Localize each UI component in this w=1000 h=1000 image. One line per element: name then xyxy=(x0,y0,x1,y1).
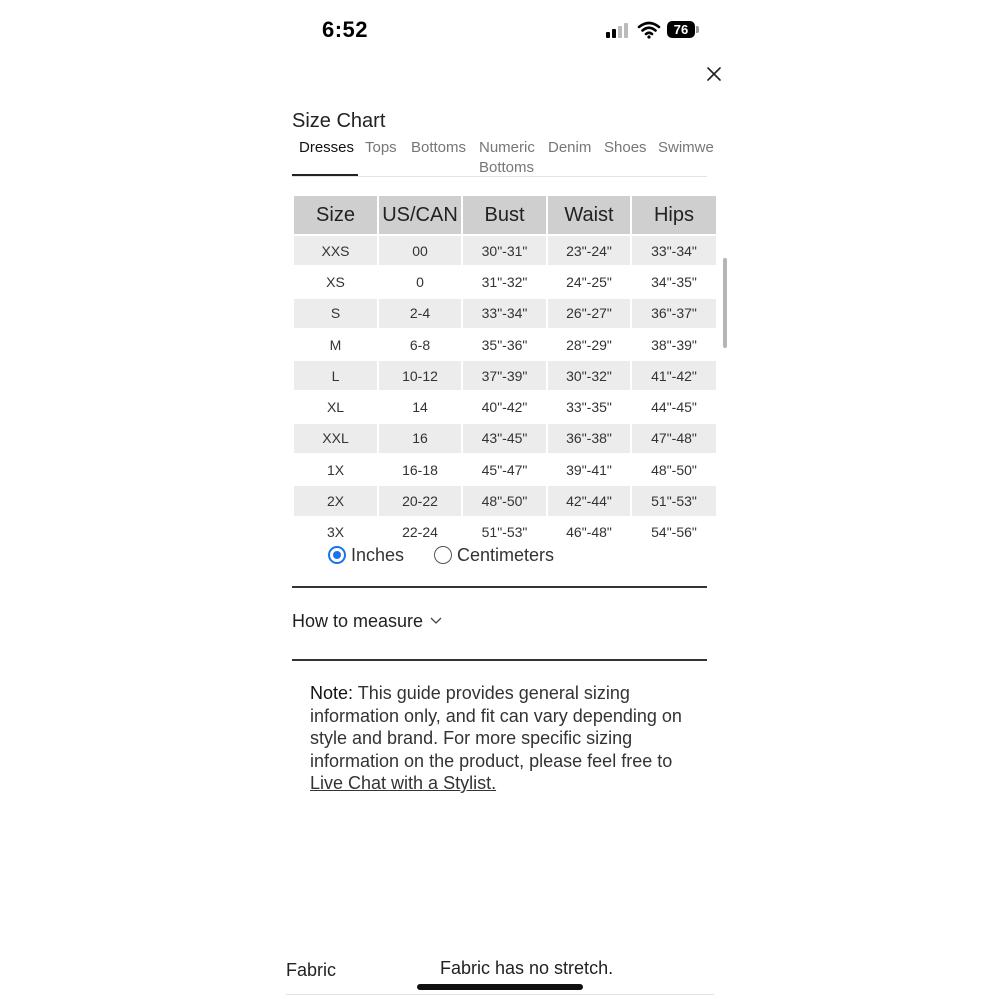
table-cell: XS xyxy=(326,273,345,290)
table-cell: 41"-42" xyxy=(632,361,716,390)
battery-cap xyxy=(696,26,699,33)
table-row xyxy=(294,236,716,265)
table-row xyxy=(294,267,716,296)
table-cell: 48"-50" xyxy=(651,461,697,478)
table-cell: 00 xyxy=(379,236,461,265)
note-text: This guide provides general sizing information only, and fit can vary depending on style and brand. For more specific sizing information on the product, please feel free to xyxy=(310,683,682,771)
divider xyxy=(292,659,707,661)
table-cell: 3X xyxy=(326,524,345,541)
tab-denim[interactable]: Denim xyxy=(548,139,592,156)
table-cell: 26"-27" xyxy=(548,299,630,328)
table-cell: 38"-39" xyxy=(651,336,697,353)
table-cell: 31"-32" xyxy=(481,273,528,290)
table-cell: 2X xyxy=(294,486,377,515)
column-header-waist: Waist xyxy=(548,196,630,234)
column-header-hips: Hips xyxy=(632,196,716,234)
note-prefix: Note: xyxy=(310,683,354,703)
table-cell: 44"-45" xyxy=(651,399,697,416)
table-cell: XXL xyxy=(294,424,377,453)
table-cell: 1X xyxy=(326,461,345,478)
table-cell: 51"-53" xyxy=(632,486,716,515)
table-cell: 24"-25" xyxy=(566,273,612,290)
live-chat-link[interactable]: Live Chat with a Stylist. xyxy=(310,773,497,793)
fabric-label: Fabric xyxy=(286,960,337,980)
table-cell: 22-24 xyxy=(402,524,438,541)
divider xyxy=(286,994,714,995)
table-cell: 45"-47" xyxy=(481,461,528,478)
table-cell: 33"-34" xyxy=(463,299,546,328)
centimeters-radio[interactable] xyxy=(434,546,452,564)
chevron-down-icon[interactable] xyxy=(430,617,442,625)
table-cell: 2-4 xyxy=(379,299,461,328)
inches-label[interactable]: Inches xyxy=(351,545,405,565)
table-cell: L xyxy=(294,361,377,390)
table-cell: 46"-48" xyxy=(566,524,612,541)
wifi-icon xyxy=(638,21,660,39)
centimeters-label[interactable]: Centimeters xyxy=(457,545,555,565)
table-row xyxy=(294,518,716,547)
table-cell: S xyxy=(294,299,377,328)
table-cell: 47"-48" xyxy=(632,424,716,453)
table-cell: 33"-34" xyxy=(632,236,716,265)
column-header-bust: Bust xyxy=(463,196,546,234)
tab-tops[interactable]: Tops xyxy=(365,139,397,156)
table-row xyxy=(294,361,716,390)
table-cell: 51"-53" xyxy=(481,524,528,541)
table-row xyxy=(294,330,716,359)
column-header-us-can: US/CAN xyxy=(379,196,461,234)
inches-radio[interactable] xyxy=(328,546,346,564)
table-cell: 6-8 xyxy=(409,336,431,353)
table-cell: 16-18 xyxy=(402,461,438,478)
table-cell: 30"-32" xyxy=(548,361,630,390)
status-time: 6:52 xyxy=(322,17,369,42)
table-row xyxy=(294,486,716,515)
table-cell: M xyxy=(329,336,342,353)
table-cell: 0 xyxy=(416,273,424,290)
table-cell: 16 xyxy=(379,424,461,453)
table-cell: 39"-41" xyxy=(566,461,612,478)
table-cell: 30"-31" xyxy=(463,236,546,265)
table-cell: 14 xyxy=(412,399,428,416)
size-table xyxy=(292,194,718,549)
table-row xyxy=(294,455,716,484)
cellular-signal-icon xyxy=(606,22,632,38)
table-cell: 42"-44" xyxy=(548,486,630,515)
tab-shoes[interactable]: Shoes xyxy=(604,139,647,156)
table-cell: XL xyxy=(326,399,345,416)
home-indicator[interactable] xyxy=(417,984,583,990)
table-cell: 20-22 xyxy=(379,486,461,515)
table-row xyxy=(294,299,716,328)
table-cell: 43"-45" xyxy=(463,424,546,453)
tab-swimwear[interactable]: Swimwe xyxy=(658,139,714,156)
column-header-size: Size xyxy=(294,196,377,234)
table-cell: XXS xyxy=(294,236,377,265)
battery-icon: 76 xyxy=(667,21,695,38)
table-cell: 40"-42" xyxy=(481,399,528,416)
fabric-value: Fabric has no stretch. xyxy=(440,958,614,978)
how-to-measure-toggle[interactable]: How to measure xyxy=(292,611,424,631)
active-tab-indicator xyxy=(292,174,358,176)
table-row xyxy=(294,392,716,421)
sizing-note xyxy=(310,682,710,795)
close-icon[interactable] xyxy=(706,66,722,82)
table-cell: 33"-35" xyxy=(566,399,612,416)
tab-numeric-bottoms[interactable]: Numeric Bottoms xyxy=(479,139,535,176)
table-cell: 10-12 xyxy=(379,361,461,390)
divider xyxy=(292,586,707,588)
table-cell: 36"-38" xyxy=(548,424,630,453)
table-cell: 36"-37" xyxy=(632,299,716,328)
table-cell: 34"-35" xyxy=(651,273,697,290)
table-cell: 35"-36" xyxy=(481,336,528,353)
tab-dresses[interactable]: Dresses xyxy=(299,139,355,156)
table-header-row xyxy=(294,196,716,234)
size-chart-title: Size Chart xyxy=(292,110,386,132)
scrollbar[interactable] xyxy=(723,258,727,348)
table-cell: 23"-24" xyxy=(548,236,630,265)
tab-bottoms[interactable]: Bottoms xyxy=(411,139,467,156)
table-cell: 54"-56" xyxy=(651,524,697,541)
table-cell: 48"-50" xyxy=(463,486,546,515)
table-row xyxy=(294,424,716,453)
table-cell: 28"-29" xyxy=(566,336,612,353)
table-cell: 37"-39" xyxy=(463,361,546,390)
size-category-tabs xyxy=(292,136,714,177)
